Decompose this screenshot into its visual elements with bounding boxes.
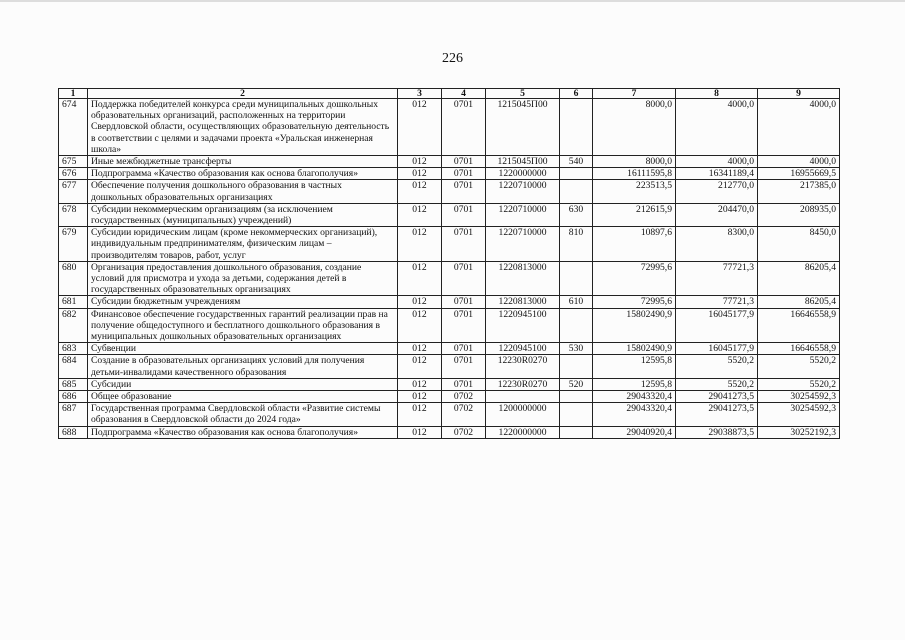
section-code-cell: 0701 xyxy=(442,308,486,343)
amount-year2-cell: 8300,0 xyxy=(676,227,758,262)
amount-year3-cell: 8450,0 xyxy=(758,227,840,262)
table-row xyxy=(59,378,840,390)
target-article-cell: 12230R0270 xyxy=(486,378,560,390)
item-name-cell: Субвенции xyxy=(88,343,398,355)
table-row xyxy=(59,168,840,180)
amount-year2-cell: 16341189,4 xyxy=(676,168,758,180)
amount-year2-cell: 16045177,9 xyxy=(676,343,758,355)
column-header: 3 xyxy=(398,89,442,99)
amount-year3-cell: 30252192,3 xyxy=(758,426,840,438)
table-row xyxy=(59,227,840,262)
section-code-cell: 0701 xyxy=(442,180,486,203)
target-article-cell: 1220945100 xyxy=(486,343,560,355)
amount-year1-cell: 12595,8 xyxy=(593,355,676,378)
table-row xyxy=(59,403,840,426)
amount-year3-cell: 86205,4 xyxy=(758,261,840,296)
amount-year1-cell: 15802490,9 xyxy=(593,308,676,343)
amount-year1-cell: 16111595,8 xyxy=(593,168,676,180)
section-code-cell: 0701 xyxy=(442,261,486,296)
target-article-cell: 1220813000 xyxy=(486,296,560,308)
section-code-cell: 0701 xyxy=(442,227,486,262)
amount-year3-cell: 30254592,3 xyxy=(758,403,840,426)
ministry-code-cell: 012 xyxy=(398,180,442,203)
ministry-code-cell: 012 xyxy=(398,378,442,390)
amount-year3-cell: 217385,0 xyxy=(758,180,840,203)
row-number-cell: 684 xyxy=(59,355,88,378)
expense-type-cell xyxy=(560,403,593,426)
ministry-code-cell: 012 xyxy=(398,391,442,403)
item-name-cell: Обеспечение получения дошкольного образования в частных дошкольных образовательных организациях xyxy=(88,180,398,203)
ministry-code-cell: 012 xyxy=(398,156,442,168)
column-header: 1 xyxy=(59,89,88,99)
ministry-code-cell: 012 xyxy=(398,99,442,156)
table-row xyxy=(59,426,840,438)
column-header: 2 xyxy=(88,89,398,99)
amount-year1-cell: 12595,8 xyxy=(593,378,676,390)
expense-type-cell xyxy=(560,391,593,403)
table-row xyxy=(59,99,840,156)
amount-year1-cell: 72995,6 xyxy=(593,296,676,308)
table-row xyxy=(59,180,840,203)
item-name-cell: Финансовое обеспечение государственных гарантий реализации прав на получение общедоступного и бесплатного дошкольного образования в муниципальных дошкольных образовательных организациях xyxy=(88,308,398,343)
row-number-cell: 674 xyxy=(59,99,88,156)
target-article-cell xyxy=(486,391,560,403)
row-number-cell: 680 xyxy=(59,261,88,296)
row-number-cell: 678 xyxy=(59,203,88,226)
expense-type-cell: 810 xyxy=(560,227,593,262)
amount-year3-cell: 16646558,9 xyxy=(758,343,840,355)
row-number-cell: 682 xyxy=(59,308,88,343)
expense-type-cell: 530 xyxy=(560,343,593,355)
amount-year2-cell: 77721,3 xyxy=(676,261,758,296)
section-code-cell: 0701 xyxy=(442,203,486,226)
section-code-cell: 0701 xyxy=(442,355,486,378)
amount-year2-cell: 5520,2 xyxy=(676,378,758,390)
amount-year1-cell: 29043320,4 xyxy=(593,403,676,426)
amount-year2-cell: 5520,2 xyxy=(676,355,758,378)
target-article-cell: 1220945100 xyxy=(486,308,560,343)
row-number-cell: 681 xyxy=(59,296,88,308)
ministry-code-cell: 012 xyxy=(398,227,442,262)
item-name-cell: Подпрограмма «Качество образования как основа благополучия» xyxy=(88,168,398,180)
ministry-code-cell: 012 xyxy=(398,296,442,308)
amount-year1-cell: 10897,6 xyxy=(593,227,676,262)
ministry-code-cell: 012 xyxy=(398,403,442,426)
item-name-cell: Поддержка победителей конкурса среди муниципальных дошкольных образовательных организаций, расположенных на территории Свердловской области, осуществляющих образовательную деятельность в соответствии с целями и задачами проекта «Уральская инженерная школа» xyxy=(88,99,398,156)
amount-year3-cell: 4000,0 xyxy=(758,99,840,156)
amount-year2-cell: 4000,0 xyxy=(676,99,758,156)
expense-type-cell: 630 xyxy=(560,203,593,226)
item-name-cell: Организация предоставления дошкольного образования, создание условий для присмотра и ухода за детьми, содержания детей в государственных образовательных организациях xyxy=(88,261,398,296)
target-article-cell: 1220000000 xyxy=(486,426,560,438)
amount-year3-cell: 16955669,5 xyxy=(758,168,840,180)
table-row xyxy=(59,156,840,168)
target-article-cell: 1220000000 xyxy=(486,168,560,180)
table-row xyxy=(59,296,840,308)
table-row xyxy=(59,355,840,378)
expense-type-cell xyxy=(560,261,593,296)
expense-type-cell: 540 xyxy=(560,156,593,168)
expense-type-cell: 610 xyxy=(560,296,593,308)
section-code-cell: 0701 xyxy=(442,168,486,180)
target-article-cell: 1220710000 xyxy=(486,203,560,226)
expense-type-cell xyxy=(560,308,593,343)
row-number-cell: 675 xyxy=(59,156,88,168)
row-number-cell: 683 xyxy=(59,343,88,355)
row-number-cell: 679 xyxy=(59,227,88,262)
section-code-cell: 0701 xyxy=(442,156,486,168)
target-article-cell: 1215045П00 xyxy=(486,99,560,156)
item-name-cell: Субсидии юридическим лицам (кроме некоммерческих организаций), индивидуальным предпринимателям, физическим лицам – производителям товаров, работ, услуг xyxy=(88,227,398,262)
ministry-code-cell: 012 xyxy=(398,168,442,180)
target-article-cell: 1220710000 xyxy=(486,180,560,203)
item-name-cell: Субсидии некоммерческим организациям (за исключением государственных (муниципальных) учреждений) xyxy=(88,203,398,226)
amount-year1-cell: 29040920,4 xyxy=(593,426,676,438)
table-row xyxy=(59,343,840,355)
amount-year1-cell: 29043320,4 xyxy=(593,391,676,403)
column-header: 5 xyxy=(486,89,560,99)
amount-year2-cell: 77721,3 xyxy=(676,296,758,308)
item-name-cell: Общее образование xyxy=(88,391,398,403)
section-code-cell: 0702 xyxy=(442,426,486,438)
ministry-code-cell: 012 xyxy=(398,203,442,226)
item-name-cell: Субсидии xyxy=(88,378,398,390)
table-row xyxy=(59,308,840,343)
row-number-cell: 687 xyxy=(59,403,88,426)
ministry-code-cell: 012 xyxy=(398,426,442,438)
ministry-code-cell: 012 xyxy=(398,355,442,378)
amount-year2-cell: 29038873,5 xyxy=(676,426,758,438)
amount-year2-cell: 29041273,5 xyxy=(676,391,758,403)
amount-year1-cell: 15802490,9 xyxy=(593,343,676,355)
amount-year1-cell: 8000,0 xyxy=(593,99,676,156)
amount-year2-cell: 16045177,9 xyxy=(676,308,758,343)
item-name-cell: Подпрограмма «Качество образования как основа благополучия» xyxy=(88,426,398,438)
ministry-code-cell: 012 xyxy=(398,261,442,296)
row-number-cell: 677 xyxy=(59,180,88,203)
amount-year3-cell: 16646558,9 xyxy=(758,308,840,343)
target-article-cell: 1215045П00 xyxy=(486,156,560,168)
item-name-cell: Иные межбюджетные трансферты xyxy=(88,156,398,168)
table-row xyxy=(59,391,840,403)
amount-year2-cell: 212770,0 xyxy=(676,180,758,203)
section-code-cell: 0701 xyxy=(442,99,486,156)
section-code-cell: 0702 xyxy=(442,391,486,403)
expense-type-cell: 520 xyxy=(560,378,593,390)
amount-year3-cell: 4000,0 xyxy=(758,156,840,168)
row-number-cell: 676 xyxy=(59,168,88,180)
section-code-cell: 0701 xyxy=(442,296,486,308)
row-number-cell: 685 xyxy=(59,378,88,390)
amount-year2-cell: 204470,0 xyxy=(676,203,758,226)
expense-type-cell xyxy=(560,180,593,203)
expense-type-cell xyxy=(560,99,593,156)
column-header: 6 xyxy=(560,89,593,99)
header-row xyxy=(59,89,840,99)
budget-table xyxy=(58,88,840,439)
amount-year2-cell: 29041273,5 xyxy=(676,403,758,426)
amount-year1-cell: 8000,0 xyxy=(593,156,676,168)
amount-year3-cell: 5520,2 xyxy=(758,378,840,390)
expense-type-cell xyxy=(560,355,593,378)
amount-year1-cell: 72995,6 xyxy=(593,261,676,296)
target-article-cell: 1200000000 xyxy=(486,403,560,426)
column-header: 7 xyxy=(593,89,676,99)
expense-type-cell xyxy=(560,426,593,438)
amount-year3-cell: 5520,2 xyxy=(758,355,840,378)
target-article-cell: 1220710000 xyxy=(486,227,560,262)
expense-type-cell xyxy=(560,168,593,180)
column-header: 4 xyxy=(442,89,486,99)
item-name-cell: Создание в образовательных организациях условий для получения детьми-инвалидами качественного образования xyxy=(88,355,398,378)
column-header: 8 xyxy=(676,89,758,99)
row-number-cell: 688 xyxy=(59,426,88,438)
amount-year2-cell: 4000,0 xyxy=(676,156,758,168)
item-name-cell: Субсидии бюджетным учреждениям xyxy=(88,296,398,308)
amount-year3-cell: 208935,0 xyxy=(758,203,840,226)
page-number: 226 xyxy=(442,51,463,66)
amount-year3-cell: 86205,4 xyxy=(758,296,840,308)
row-number-cell: 686 xyxy=(59,391,88,403)
ministry-code-cell: 012 xyxy=(398,308,442,343)
amount-year1-cell: 223513,5 xyxy=(593,180,676,203)
target-article-cell: 1220813000 xyxy=(486,261,560,296)
target-article-cell: 12230R0270 xyxy=(486,355,560,378)
amount-year1-cell: 212615,9 xyxy=(593,203,676,226)
table-row xyxy=(59,203,840,226)
ministry-code-cell: 012 xyxy=(398,343,442,355)
section-code-cell: 0701 xyxy=(442,378,486,390)
section-code-cell: 0702 xyxy=(442,403,486,426)
section-code-cell: 0701 xyxy=(442,343,486,355)
column-header: 9 xyxy=(758,89,840,99)
amount-year3-cell: 30254592,3 xyxy=(758,391,840,403)
table-row xyxy=(59,261,840,296)
item-name-cell: Государственная программа Свердловской области «Развитие системы образования в Свердловской области до 2024 года» xyxy=(88,403,398,426)
